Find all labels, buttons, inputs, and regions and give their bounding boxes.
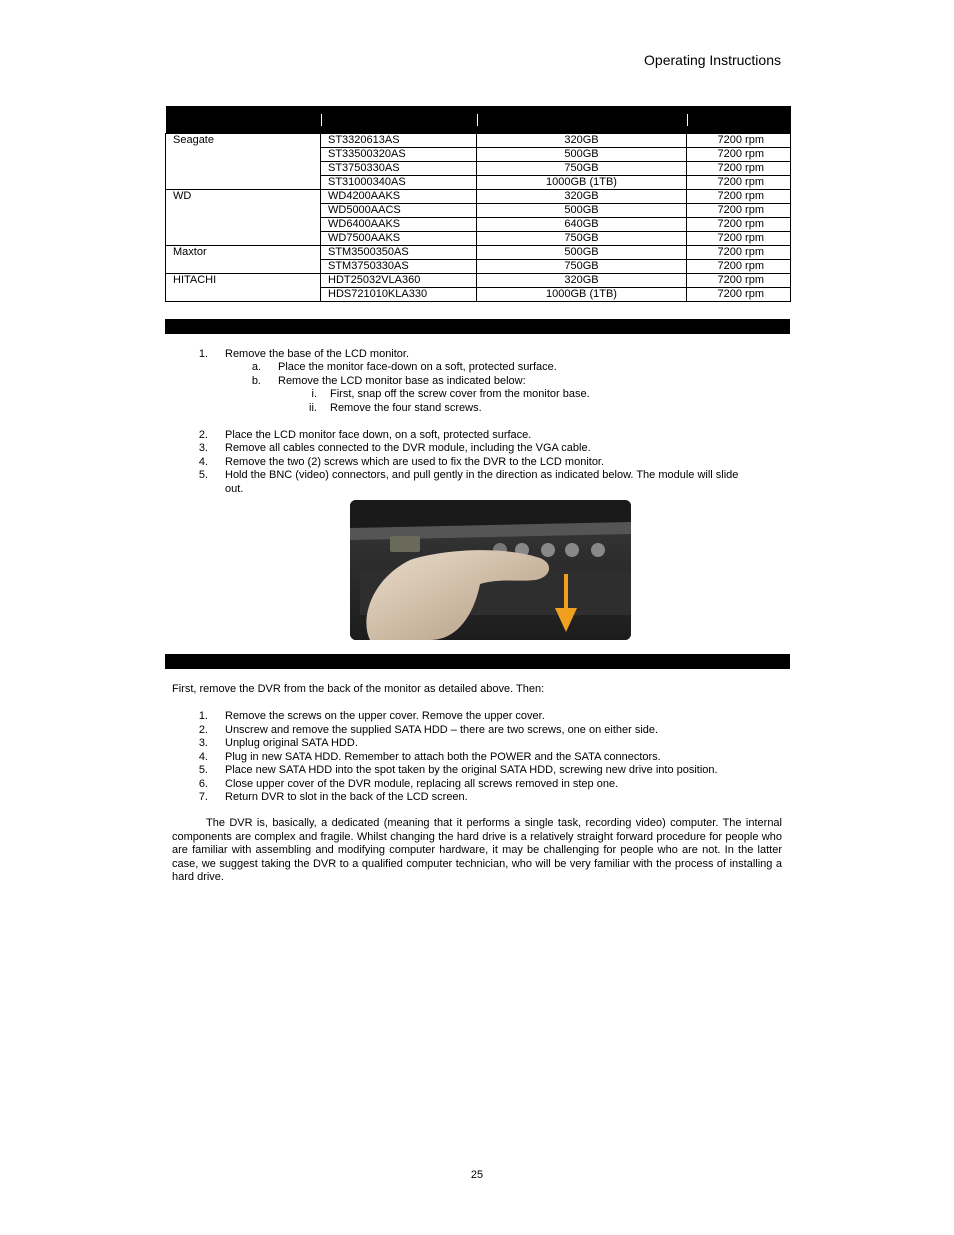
step-text: Place new SATA HDD into the spot taken by the original SATA HDD, screwing new drive into position.	[225, 764, 718, 776]
model-cell: ST3750330AS	[321, 162, 477, 176]
model-cell: WD6400AAKS	[321, 218, 477, 232]
step-text: Place the monitor face-down on a soft, protected surface.	[278, 361, 557, 373]
step-number: 3.	[198, 737, 208, 749]
speed-cell: 7200 rpm	[687, 176, 791, 190]
step-text: Place the LCD monitor face down, on a soft, protected surface.	[225, 429, 532, 441]
step-number: 5.	[198, 469, 208, 481]
hdd-compatibility-table	[165, 106, 791, 302]
capacity-cell: 750GB	[477, 232, 687, 246]
step-text: Remove the four stand screws.	[330, 402, 482, 414]
step-text: Plug in new SATA HDD. Remember to attach both the POWER and the SATA connectors.	[225, 751, 661, 763]
brand-cell: Maxtor	[166, 246, 321, 274]
capacity-cell: 500GB	[477, 246, 687, 260]
step-text: Unscrew and remove the supplied SATA HDD – there are two screws, one on either side.	[225, 724, 659, 736]
speed-cell: 7200 rpm	[687, 134, 791, 148]
step-number: 3.	[198, 442, 208, 454]
model-cell: ST3320613AS	[321, 134, 477, 148]
step-text: Return DVR to slot in the back of the LCD screen.	[225, 791, 468, 803]
bnc-connector-icon	[541, 543, 555, 557]
capacity-cell: 320GB	[477, 274, 687, 288]
dvr-removal-photo	[350, 500, 631, 640]
capacity-cell: 750GB	[477, 260, 687, 274]
table-row	[166, 190, 791, 204]
header-title: Operating Instructions	[644, 52, 781, 68]
capacity-cell: 750GB	[477, 162, 687, 176]
speed-cell: 7200 rpm	[687, 204, 791, 218]
section-heading-bar-removal	[165, 319, 790, 334]
model-cell: ST33500320AS	[321, 148, 477, 162]
step-number: i.	[311, 388, 317, 400]
step-number: b.	[251, 375, 261, 387]
step-number: ii.	[309, 402, 317, 414]
page-number: 25	[470, 1169, 484, 1181]
model-cell: ST31000340AS	[321, 176, 477, 190]
vga-port-icon	[390, 536, 420, 552]
capacity-cell: 1000GB (1TB)	[477, 288, 687, 302]
table-header-row	[166, 106, 791, 134]
step-text: Remove the two (2) screws which are used to fix the DVR to the LCD monitor.	[225, 456, 605, 468]
speed-cell: 7200 rpm	[687, 148, 791, 162]
capacity-cell: 500GB	[477, 204, 687, 218]
dvr-removal-illustration	[350, 500, 631, 640]
capacity-cell: 320GB	[477, 134, 687, 148]
header-cell-brand	[166, 106, 321, 134]
speed-cell: 7200 rpm	[687, 288, 791, 302]
table-row	[166, 246, 791, 260]
step-text: Hold the BNC (video) connectors, and pull gently in the direction as indicated below. The module will slide	[225, 469, 739, 481]
speed-cell: 7200 rpm	[687, 162, 791, 176]
step-number: 6.	[198, 778, 208, 790]
model-cell: STM3500350AS	[321, 246, 477, 260]
step-text: Close upper cover of the DVR module, replacing all screws removed in step one.	[225, 778, 619, 790]
speed-cell: 7200 rpm	[687, 232, 791, 246]
bnc-connector-icon	[591, 543, 605, 557]
model-cell: STM3750330AS	[321, 260, 477, 274]
step-number: 4.	[198, 751, 208, 763]
step-text: Remove all cables connected to the DVR module, including the VGA cable.	[225, 442, 591, 454]
step-number: 4.	[198, 456, 208, 468]
step-number: a.	[251, 361, 261, 373]
arrow-shaft	[564, 574, 568, 610]
table-row	[166, 274, 791, 288]
model-cell: HDT25032VLA360	[321, 274, 477, 288]
model-cell: WD5000AACS	[321, 204, 477, 218]
speed-cell: 7200 rpm	[687, 274, 791, 288]
speed-cell: 7200 rpm	[687, 260, 791, 274]
capacity-cell: 320GB	[477, 190, 687, 204]
brand-cell: WD	[166, 190, 321, 246]
brand-cell: Seagate	[166, 134, 321, 190]
intro-text: First, remove the DVR from the back of the monitor as detailed above. Then:	[172, 683, 545, 695]
step-text: Remove the screws on the upper cover. Remove the upper cover.	[225, 710, 545, 722]
step-text: First, snap off the screw cover from the monitor base.	[330, 388, 590, 400]
capacity-cell: 640GB	[477, 218, 687, 232]
model-cell: WD4200AAKS	[321, 190, 477, 204]
bnc-connector-icon	[565, 543, 579, 557]
header-cell-capacity	[477, 106, 687, 134]
step-number: 5.	[198, 764, 208, 776]
speed-cell: 7200 rpm	[687, 218, 791, 232]
step-number: 1.	[198, 710, 208, 722]
step-text: Remove the LCD monitor base as indicated below:	[278, 375, 526, 387]
model-cell: HDS721010KLA330	[321, 288, 477, 302]
brand-cell: HITACHI	[166, 274, 321, 302]
note-text: The DVR is, basically, a dedicated (meaning that it performs a single task, recording video) computer. The internal components are complex and fragile. Whilst changing the hard drive is a relatively straight forward procedure for people who are familiar with assembling and modifying computer hardware, it may be challenging for people who are not. In the latter case, we suggest taking the DVR to a qualified computer technician, who will be very familiar with the process of installing a hard drive.	[172, 817, 782, 884]
model-cell: WD7500AAKS	[321, 232, 477, 246]
step-text: Remove the base of the LCD monitor.	[225, 348, 410, 360]
step-number: 2.	[198, 429, 208, 441]
speed-cell: 7200 rpm	[687, 246, 791, 260]
capacity-cell: 1000GB (1TB)	[477, 176, 687, 190]
table-row	[166, 134, 791, 148]
header-cell-speed	[687, 106, 791, 134]
step-number: 2.	[198, 724, 208, 736]
step-text-continued: out.	[225, 483, 244, 495]
speed-cell: 7200 rpm	[687, 190, 791, 204]
capacity-cell: 500GB	[477, 148, 687, 162]
section-heading-bar-replace	[165, 654, 790, 669]
step-number: 7.	[198, 791, 208, 803]
header-cell-model	[321, 106, 477, 134]
dvr-note-paragraph	[172, 817, 782, 885]
step-text: Unplug original SATA HDD.	[225, 737, 358, 749]
step-number: 1.	[198, 348, 208, 360]
